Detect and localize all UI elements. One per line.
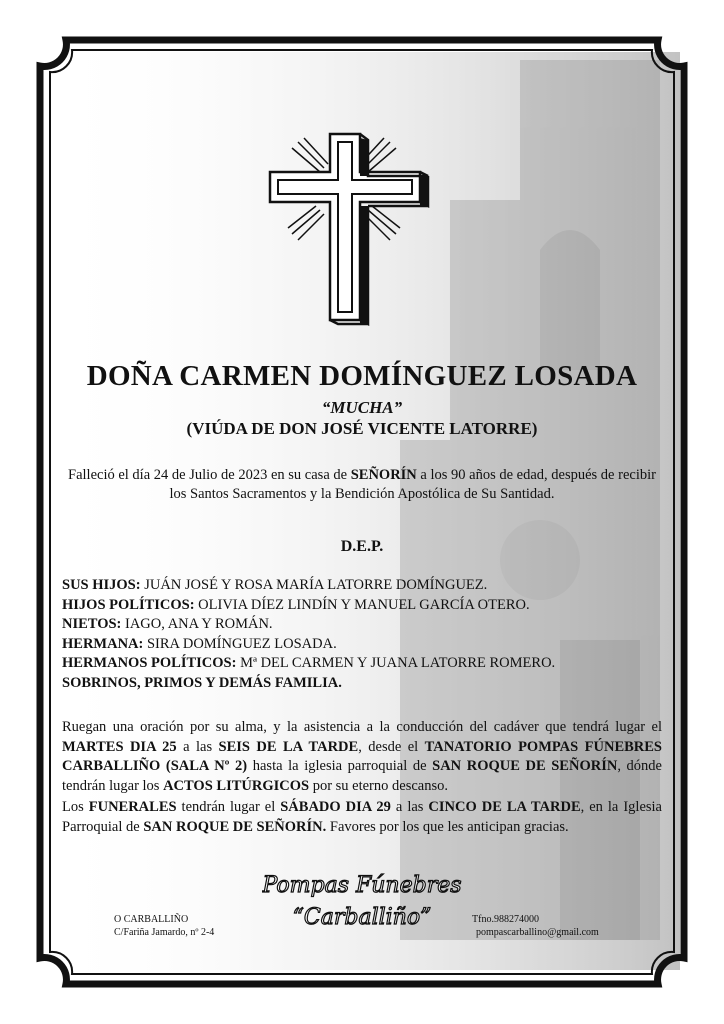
deceased-name: DOÑA CARMEN DOMÍNGUEZ LOSADA	[86, 360, 638, 392]
funeral-paragraph: Los FUNERALES tendrán lugar el SÁBADO DIA 29 a las CINCO DE LA TARDE, en la Iglesia Parroquial de SAN ROQUE DE SEÑORÍN. Favores por los que les anticipan gracias.	[62, 799, 662, 835]
footer-address: O CARBALLIÑO C/Fariña Jamardo, nº 2-4	[114, 914, 215, 938]
family-line: SOBRINOS, PRIMOS Y DEMÁS FAMILIA.	[62, 674, 342, 691]
conduction-paragraph: Ruegan una oración por su alma, y la asistencia a la conducción del cadáver que tendrá lugar el MARTES DIA 25 a las SEIS DE LA TARDE, desde el TANATORIO POMPAS FÚNEBRES CARBALLIÑO (SALA Nº 2) hasta la iglesia parroquial de SAN ROQUE DE SEÑORÍN, dónde tendrán lugar los ACTOS LITÚRGICOS por su eterno descanso.	[62, 719, 662, 794]
footer-contact: Tfno.988274000 pompascarballino@gmail.com	[472, 914, 599, 938]
family-line: SUS HIJOS: JUÁN JOSÉ Y ROSA MARÍA LATORRE DOMÍNGUEZ.	[62, 577, 488, 593]
svg-text:“Carballiño”: “Carballiño”	[292, 905, 432, 930]
family-line: HERMANOS POLÍTICOS: Mª DEL CARMEN Y JUANA LATORRE ROMERO.	[62, 655, 556, 671]
ceremony-details	[62, 718, 662, 839]
widow-of-line: (VIÚDA DE DON JOSÉ VICENTE LATORRE)	[186, 419, 538, 438]
death-announcement: Falleció el día 24 de Julio de 2023 en su casa de SEÑORÍN a los 90 años de edad, después de recibir los Santos Sacramentos y la Bendición Apostólica de Su Santidad.	[68, 467, 656, 502]
family-line: HIJOS POLÍTICOS: OLIVIA DÍEZ LINDÍN Y MANUEL GARCÍA OTERO.	[62, 596, 530, 613]
family-line: HERMANA: SIRA DOMÍNGUEZ LOSADA.	[62, 635, 337, 652]
deceased-nickname: “MUCHA”	[321, 398, 403, 417]
family-list	[62, 576, 682, 693]
family-line: NIETOS: IAGO, ANA Y ROMÁN.	[62, 616, 273, 632]
dep-heading: D.E.P.	[340, 538, 384, 555]
svg-text:Pompas Fúnebres: Pompas Fúnebres	[262, 873, 462, 898]
cross-icon	[264, 130, 444, 326]
funeral-home-logo	[262, 862, 462, 942]
